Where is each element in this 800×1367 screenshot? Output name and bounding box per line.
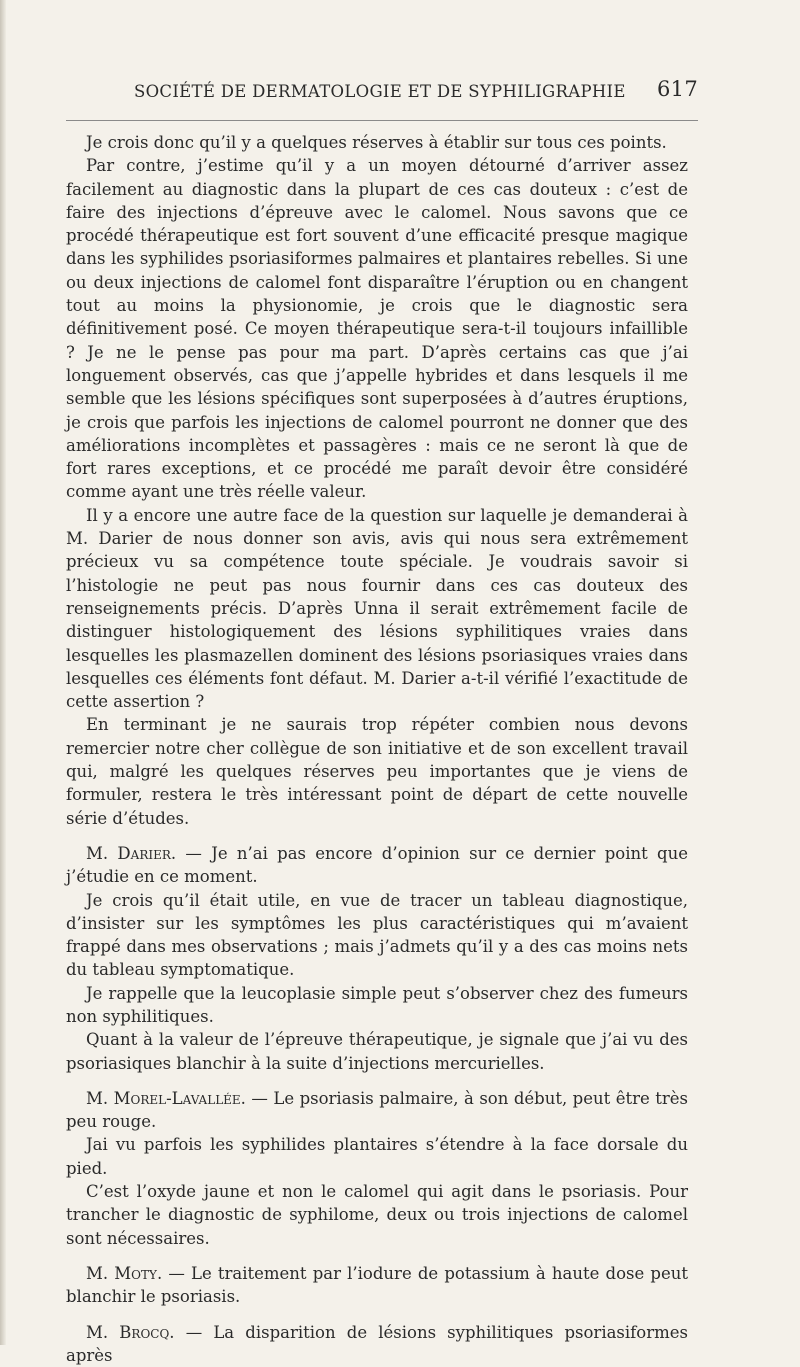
page-number: 617 (657, 77, 698, 101)
paragraph (66, 154, 688, 503)
paragraph-text: Jai vu parfois les syphilides plantaires s’étendre à la face dorsale du pied. (66, 1135, 688, 1178)
paragraph (66, 504, 688, 714)
paragraph-text: — Je n’ai pas encore d’opinion sur ce dernier point que j’étudie en ce moment. (66, 843, 688, 887)
body-text (66, 131, 688, 1367)
paragraph-text: — Le psoriasis palmaire, à son début, peut être très peu rouge. (66, 1088, 689, 1132)
running-header (66, 77, 698, 112)
paragraph (66, 982, 688, 1029)
paragraph-text: Je rappelle que la leucoplasie simple peut s’observer chez des fumeurs non syphilitiques. (66, 983, 688, 1026)
speaker-name: M. Darier. (86, 843, 177, 863)
paragraph-text: Je crois qu’il était utile, en vue de tracer un tableau diagnostique, d’insister sur les symptômes les plus caractéristiques qui m’avaient frappé dans mes observations ; mais j’admets qu’il y a des cas moins nets du tableau symptomatique. (66, 890, 688, 980)
paragraph (66, 1028, 688, 1075)
speaker-paragraph (66, 1321, 688, 1367)
speaker-paragraph (66, 1087, 688, 1134)
paragraph-text: Il y a encore une autre face de la question sur laquelle je demanderai à M. Darier de nous donner son avis, avis qui nous sera extrêmement précieux vu sa compétence toute spéciale. Je voudrais savoir si l’histologie ne peut pas nous fournir dans ces cas douteux des renseignements précis. D’après Unna il serait extrêmement facile de distinguer histologiquement des lésions syphilitiques vraies dans lesquelles les plasmazellen dominent des lésions psoriasiques vraies dans lesquelles ces éléments font défaut. M. Darier a-t-il vérifié l’exactitude de cette assertion ? (66, 505, 688, 712)
paragraph (66, 713, 688, 829)
speaker-paragraph (66, 842, 688, 889)
paragraph-text: — Le traitement par l’iodure de potassium à haute dose peut blanchir le psoriasis. (66, 1263, 688, 1307)
paragraph (66, 889, 688, 982)
paragraph-text: Quant à la valeur de l’épreuve thérapeutique, je signale que j’ai vu des psoriasiques blanchir à la suite d’injections mercurielles. (66, 1030, 688, 1073)
paragraph (66, 131, 688, 154)
speaker-paragraph (66, 1262, 688, 1309)
paragraph (66, 1180, 688, 1250)
paragraph-text: Je crois donc qu’il y a quelques réserves à établir sur tous ces points. (86, 133, 667, 152)
speaker-name: M. Morel-Lavallée. (86, 1088, 246, 1108)
header-rule (66, 120, 698, 121)
speaker-name: M. Moty. (86, 1263, 163, 1283)
paragraph-text: C’est l’oxyde jaune et non le calomel qui agit dans le psoriasis. Pour trancher le diagnostic de syphilome, deux ou trois injections de calomel sont nécessaires. (66, 1182, 688, 1248)
running-title: SOCIÉTÉ DE DERMATOLOGIE ET DE SYPHILIGRAPHIE (134, 82, 626, 101)
paragraph-text: En terminant je ne saurais trop répéter combien nous devons remercier notre cher collègue de son initiative et de son excellent travail qui, malgré les quelques réserves peu importantes que je viens de formuler, restera le très intéressant point de départ de cette nouvelle série d’études. (66, 715, 688, 828)
paragraph (66, 1133, 688, 1180)
page-edge (0, 0, 6, 1345)
speaker-name: M. Brocq. (86, 1322, 175, 1342)
paragraph-text: — La disparition de lésions syphilitiques psoriasiformes après (66, 1322, 688, 1365)
paragraph-text: Par contre, j’estime qu’il y a un moyen détourné d’arriver assez facilement au diagnostic dans la plupart de ces cas douteux : c’est de faire des injections d’épreuve avec le calomel. Nous savons que ce procédé thérapeutique est fort souvent d’une efficacité presque magique dans les syphilides psoriasiformes palmaires et plantaires rebelles. Si une ou deux injections de calomel font disparaître l’éruption ou en changent tout au moins la physionomie, je crois que le diagnostic sera définitivement posé. Ce moyen thérapeutique sera-t-il toujours infaillible ? Je ne le pense pas pour ma part. D’après certains cas que j’ai longuement observés, cas que j’appelle hybrides et dans lesquels il me semble que les lésions spécifiques sont superposées à d’autres éruptions, je crois que parfois les injections de calomel pourront ne donner que des améliorations incomplètes et passagères : mais ce ne seront là que de fort rares exceptions, et ce procédé me paraît devoir être considéré comme ayant une très réelle valeur. (66, 156, 688, 502)
